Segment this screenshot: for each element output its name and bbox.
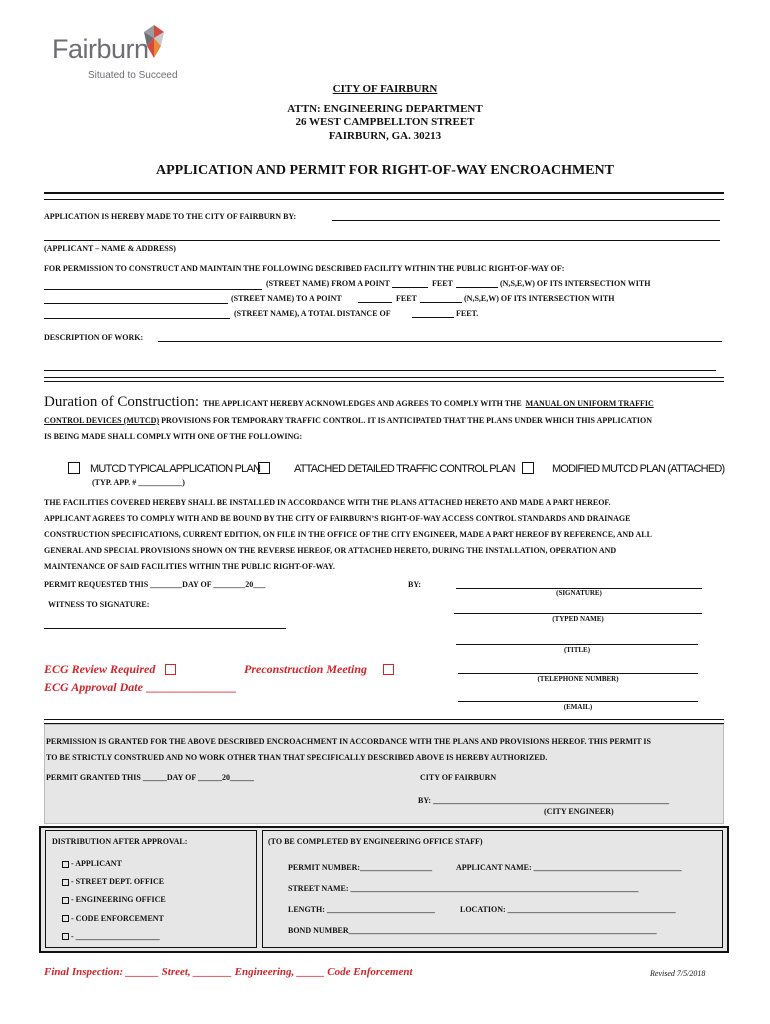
revised-date: Revised 7/5/2018	[650, 969, 706, 978]
direction-label-2: (N,S,E,W) OF ITS INTERSECTION WITH	[464, 294, 615, 303]
ecg-review-row	[44, 660, 176, 678]
duration-text-2: PROVISIONS FOR TEMPORARY TRAFFIC CONTROL. IT IS ANTICIPATED THAT THE PLANS UNDER WHICH THIS APPLICATION	[161, 416, 652, 425]
facilities-line: CONSTRUCTION SPECIFICATIONS, CURRENT EDITION, ON FILE IN THE OFFICE OF THE CITY ENGINEER, MADE A PART HEREOF BY REFERENCE, AND ALL	[44, 530, 652, 539]
facilities-line: THE FACILITIES COVERED HEREBY SHALL BE INSTALLED IN ACCORDANCE WITH THE PLANS ATTACHED HERETO AND MADE A PART HEREOF.	[44, 498, 611, 507]
checkbox-icon[interactable]	[62, 933, 69, 940]
list-item[interactable]	[62, 855, 166, 873]
granted-text-1: PERMISSION IS GRANTED FOR THE ABOVE DESCRIBED ENCROACHMENT IN ACCORDANCE WITH THE PLANS AND PROVISIONS HEREOF. THIS PERMIT IS	[46, 737, 651, 746]
duration-line-2	[44, 416, 652, 425]
citystate-line: FAIRBURN, GA. 30213	[328, 129, 442, 142]
plan-option-2-label: ATTACHED DETAILED TRAFFIC CONTROL PLAN	[294, 463, 515, 475]
list-item[interactable]	[62, 891, 166, 909]
direction-label-1: (N,S,E,W) OF ITS INTERSECTION WITH	[500, 279, 651, 288]
list-item[interactable]	[62, 910, 166, 928]
checkbox-icon[interactable]	[165, 664, 176, 675]
plan-option-2[interactable]	[258, 459, 515, 477]
permit-granted-label: PERMIT GRANTED THIS ______DAY OF ______20______	[46, 773, 254, 782]
feet-label-3: FEET.	[456, 309, 479, 318]
direction-field-2[interactable]	[420, 302, 462, 303]
total-distance-field[interactable]	[412, 317, 454, 318]
typed-name-field[interactable]	[454, 613, 702, 614]
list-item-label: - APPLICANT	[71, 859, 122, 868]
distribution-heading: DISTRIBUTION AFTER APPROVAL:	[52, 837, 188, 846]
permit-number-field[interactable]: PERMIT NUMBER:__________________	[288, 863, 433, 872]
street-name-field-2[interactable]	[44, 303, 228, 304]
list-item-label: - ENGINEERING OFFICE	[71, 895, 166, 905]
direction-field-1[interactable]	[456, 287, 498, 288]
mutcd-link[interactable]: CONTROL DEVICES (MUTCD)	[44, 416, 160, 425]
typed-name-label: (TYPED NAME)	[552, 615, 604, 623]
plan-option-1-label: MUTCD TYPICAL APPLICATION PLAN	[90, 463, 261, 475]
by-label: BY:	[408, 580, 422, 589]
office-heading: (TO BE COMPLETED BY ENGINEERING OFFICE STAFF)	[268, 837, 483, 846]
ecg-approval-label: ECG Approval Date	[44, 680, 143, 694]
plan-option-1[interactable]	[68, 459, 260, 477]
duration-heading: Duration of Construction:	[44, 394, 199, 410]
length-field[interactable]: LENGTH: ___________________________	[288, 905, 435, 914]
telephone-label: (TELEPHONE NUMBER)	[537, 675, 619, 683]
duration-text-1: THE APPLICANT HEREBY ACKNOWLEDGES AND AGREES TO COMPLY WITH THE	[202, 399, 522, 408]
city-name: CITY OF FAIRBURN	[332, 83, 438, 95]
ecg-review-label: ECG Review Required	[44, 662, 156, 676]
facilities-line: GENERAL AND SPECIAL PROVISIONS SHOWN ON THE REVERSE HEREOF, OR ATTACHED HERETO, DURING THE INSTALLATION, OPERATION AND	[44, 546, 617, 555]
duration-line-1	[44, 393, 654, 411]
location-field[interactable]: LOCATION: __________________________________________	[460, 905, 676, 914]
final-inspection-line: Final Inspection: ______ Street, _______ Engineering, _____ Code Enforcement	[44, 966, 413, 978]
street-name-field-3[interactable]	[44, 318, 230, 319]
granted-text-2: TO BE STRICTLY CONSTRUED AND NO WORK OTHER THAN THAT SPECIFICALLY DESCRIBED ABOVE IS HEREBY AUTHORIZED.	[46, 753, 548, 762]
granted-city-label: CITY OF FAIRBURN	[420, 773, 497, 782]
title-field[interactable]	[456, 644, 698, 645]
feet-label-2: FEET	[396, 294, 417, 303]
email-field[interactable]	[458, 701, 698, 702]
checkbox-icon[interactable]	[62, 915, 69, 922]
email-label: (EMAIL)	[563, 703, 593, 711]
street-line: 26 WEST CAMPBELLTON STREET	[295, 116, 475, 128]
feet-label-1: FEET	[432, 279, 453, 288]
street-from-label: (STREET NAME) FROM A POINT	[266, 279, 390, 288]
checkbox-icon[interactable]	[258, 462, 270, 474]
street-total-label: (STREET NAME), A TOTAL DISTANCE OF	[234, 309, 391, 318]
city-engineer-label: (CITY ENGINEER)	[544, 807, 614, 816]
applicant-address-field[interactable]	[44, 240, 720, 241]
list-item-label: - CODE ENFORCEMENT	[71, 913, 164, 923]
address-block	[0, 83, 770, 143]
list-item-label: - _____________________	[71, 931, 160, 941]
manual-link[interactable]: MANUAL ON UNIFORM TRAFFIC	[525, 399, 654, 408]
city-logo	[48, 24, 178, 84]
facilities-line: APPLICANT AGREES TO COMPLY WITH AND BE BOUND BY THE CITY OF FAIRBURN’S RIGHT-OF-WAY ACCESS CONTROL STANDARDS AND DRAINAGE	[44, 514, 631, 523]
list-item[interactable]	[62, 928, 166, 946]
checkbox-icon[interactable]	[62, 897, 69, 904]
description-field[interactable]	[158, 341, 722, 342]
granted-paragraph	[46, 734, 651, 766]
ecg-approval-field[interactable]: _______________	[146, 680, 237, 694]
typ-app-label: (TYP. APP. # ___________)	[92, 478, 185, 487]
list-item[interactable]	[62, 873, 166, 891]
description-field-2[interactable]	[44, 370, 716, 371]
witness-label: WITNESS TO SIGNATURE:	[48, 600, 150, 609]
signature-label: (SIGNATURE)	[556, 589, 602, 597]
checkbox-icon[interactable]	[62, 861, 69, 868]
facilities-line: MAINTENANCE OF SAID FACILITIES WITHIN THE PUBLIC RIGHT-OF-WAY.	[44, 562, 335, 571]
title-divider	[44, 192, 724, 200]
duration-text-3: IS BEING MADE SHALL COMPLY WITH ONE OF THE FOLLOWING:	[44, 432, 303, 441]
witness-signature-field[interactable]	[44, 628, 286, 629]
feet-field-1[interactable]	[392, 287, 428, 288]
application-made-label: APPLICATION IS HEREBY MADE TO THE CITY OF FAIRBURN BY:	[44, 212, 297, 221]
checkbox-icon[interactable]	[62, 879, 69, 886]
permission-label: FOR PERMISSION TO CONSTRUCT AND MAINTAIN THE FOLLOWING DESCRIBED FACILITY WITHIN THE PUBLIC RIGHT-OF-WAY OF:	[44, 264, 565, 273]
checkbox-icon[interactable]	[522, 462, 534, 474]
ecg-approval-row	[44, 678, 237, 696]
applicant-name-field[interactable]: APPLICANT NAME: _____________________________________	[456, 863, 682, 872]
granted-by-field[interactable]: BY: ___________________________________________________________	[418, 796, 670, 805]
page-title: APPLICATION AND PERMIT FOR RIGHT-OF-WAY ENCROACHMENT	[155, 163, 614, 178]
plan-option-3[interactable]	[522, 459, 724, 477]
bond-number-field[interactable]: BOND NUMBER_____________________________________________________________________________	[288, 926, 657, 935]
precon-row	[244, 660, 394, 678]
permit-requested-label: PERMIT REQUESTED THIS ________DAY OF ________20___	[44, 580, 266, 589]
checkbox-icon[interactable]	[383, 664, 394, 675]
title-label: (TITLE)	[563, 646, 591, 654]
checkbox-icon[interactable]	[68, 462, 80, 474]
precon-label: Preconstruction Meeting	[244, 662, 368, 676]
street-to-label: (STREET NAME) TO A POINT	[231, 294, 342, 303]
logo-tagline: Situated to Succeed	[88, 70, 178, 81]
facilities-paragraph	[44, 495, 734, 575]
street-name-field[interactable]: STREET NAME: ________________________________________________________________________	[288, 884, 639, 893]
street-name-field-1[interactable]	[44, 289, 262, 290]
telephone-field[interactable]	[458, 673, 698, 674]
distribution-list	[62, 855, 166, 946]
applicant-field[interactable]	[332, 220, 720, 221]
feet-field-2[interactable]	[358, 302, 392, 303]
applicant-label: (APPLICANT – NAME & ADDRESS)	[44, 244, 176, 253]
section-divider	[44, 377, 724, 382]
plan-option-3-label: MODIFIED MUTCD PLAN (ATTACHED)	[552, 463, 725, 475]
logo-wordmark: Fairburn	[52, 34, 149, 64]
description-label: DESCRIPTION OF WORK:	[44, 333, 144, 342]
list-item-label: - STREET DEPT. OFFICE	[71, 877, 165, 887]
attn-line: ATTN: ENGINEERING DEPARTMENT	[287, 102, 483, 115]
